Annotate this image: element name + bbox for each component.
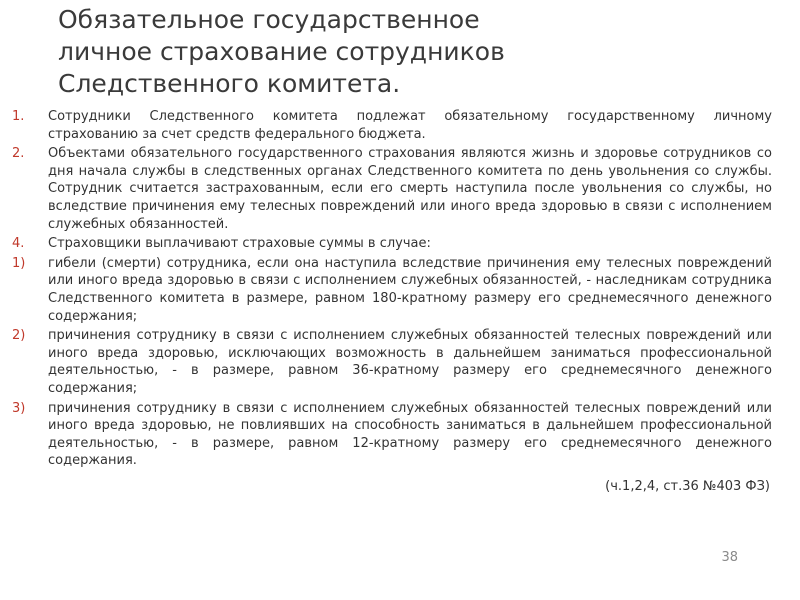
list-marker: 2. xyxy=(12,146,25,162)
list-marker: 1. xyxy=(12,109,25,124)
page-number: 38 xyxy=(721,550,738,565)
list-marker: 2) xyxy=(12,328,26,344)
list-marker: 3) xyxy=(12,400,26,416)
list-item-text: гибели (смерти) сотрудника, если она наступила вследствие причинения ему телесных повреждений или иного вреда здоровью в связи с исполнением служебных обязанностей, - наследникам сотрудника Следственного комитета в размере, равном 180-кратному размеру его среднемесячного денежного содержания; xyxy=(48,255,772,324)
list-item xyxy=(12,255,772,325)
list-item xyxy=(12,145,772,233)
slide-content xyxy=(12,108,772,496)
list-item xyxy=(12,235,772,253)
list-item-text: причинения сотруднику в связи с исполнением служебных обязанностей телесных повреждений или иного вреда здоровью, не повлиявших на способность заниматься в дальнейшем профессиональной деятельностью, - в размере, равном 12-кратному размеру его среднемесячного денежного содержания. xyxy=(48,400,772,469)
slide-title-line: Обязательное государственное xyxy=(58,5,480,34)
list-item xyxy=(12,400,772,470)
list-item xyxy=(12,108,772,143)
list-item-text: Объектами обязательного государственного страхования являются жизнь и здоровье сотрудников со дня начала службы в следственных органах Следственного комитета по день увольнения со службы. Сотрудник считается застрахованным, если его смерть наступила после увольнения со службы, но вследствие причинения ему телесных повреждений или иного вреда здоровью в связи с исполнением служебных обязанностей. xyxy=(48,146,772,232)
list-marker: 1) xyxy=(12,255,26,271)
list-marker: 4. xyxy=(12,236,25,252)
legal-reference: (ч.1,2,4, ст.36 №403 ФЗ) xyxy=(605,478,770,494)
slide-title xyxy=(58,4,758,100)
list-item-text: Страховщики выплачивают страховые суммы в случае: xyxy=(48,236,431,252)
slide-title-line: личное страхование сотрудников xyxy=(58,37,505,66)
list-item-text: Сотрудники Следственного комитета подлежат обязательному государственному личному страхованию за счет средств федерального бюджета. xyxy=(48,109,772,142)
list-item-text: причинения сотруднику в связи с исполнением служебных обязанностей телесных повреждений или иного вреда здоровью, исключающих возможность в дальнейшем заниматься профессиональной деятельностью, - в размере, равном 36-кратному размеру его среднемесячного денежного содержания; xyxy=(48,328,772,396)
list-item xyxy=(12,327,772,397)
slide-title-line: Следственного комитета. xyxy=(58,69,401,98)
